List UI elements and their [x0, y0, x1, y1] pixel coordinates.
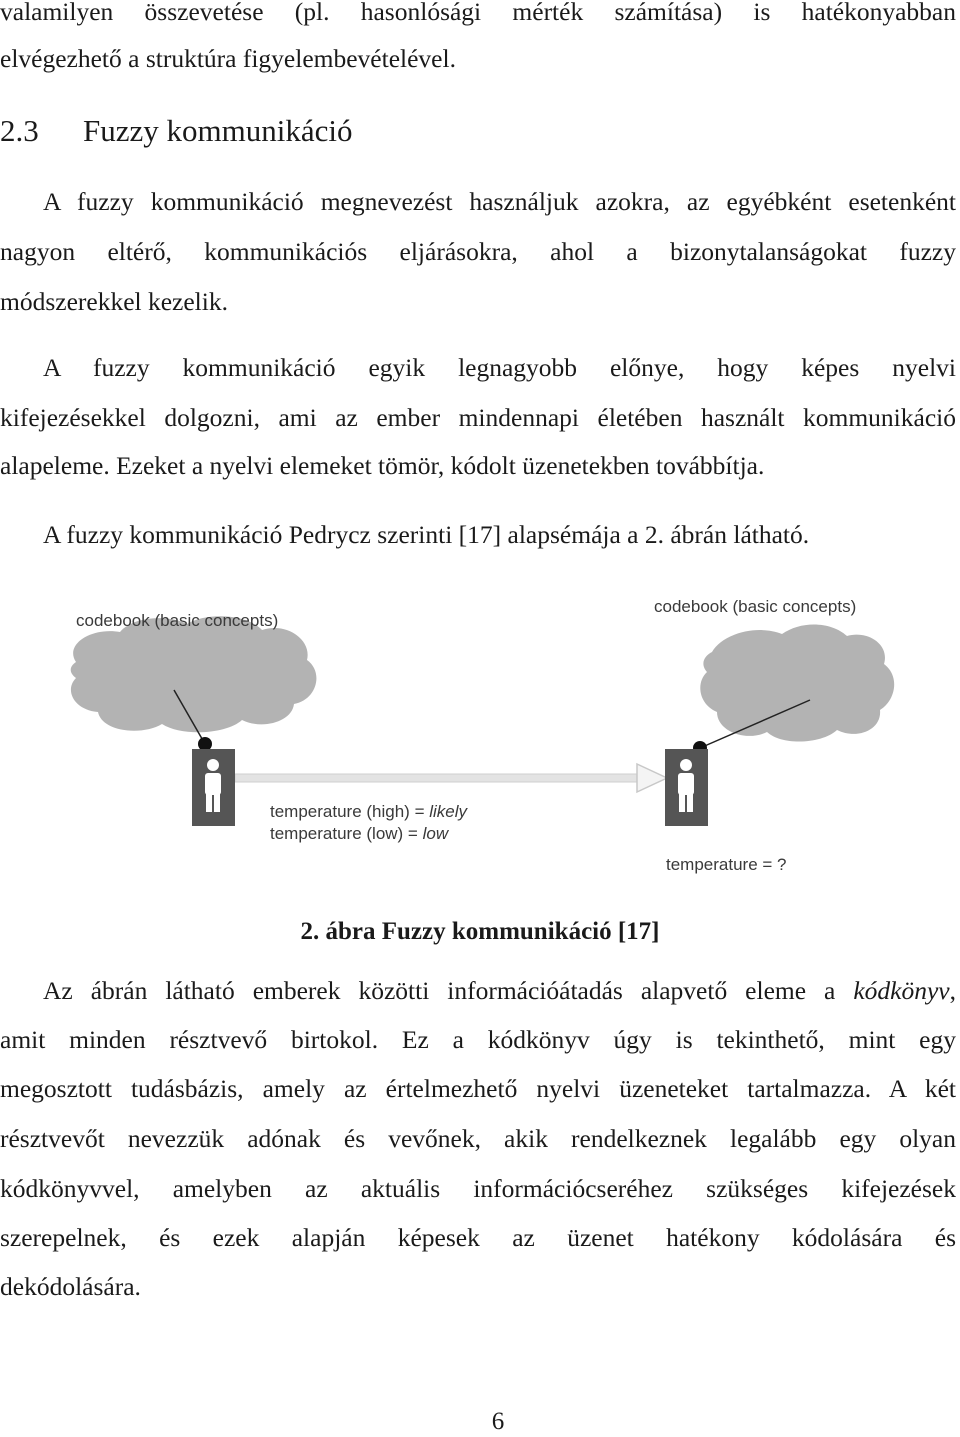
- figure-caption: 2. ábra Fuzzy kommunikáció [17]: [300, 918, 660, 945]
- message-1-text: temperature (high) =: [270, 802, 430, 821]
- sender-person-icon: [192, 749, 235, 826]
- receiver-person-icon: [665, 749, 708, 826]
- page-number: 6: [491, 1408, 505, 1435]
- paragraph-line: módszerekkel kezelik.: [0, 287, 228, 316]
- paragraph-line: alapeleme. Ezeket a nyelvi elemeket tömör, kódolt üzenetekben továbbítja.: [0, 451, 765, 480]
- paragraph-line: résztvevőt nevezzük adónak és vevőnek, akik rendelkeznek legalább egy olyan: [0, 1124, 956, 1153]
- paragraph-line: amit minden résztvevő birtokol. Ez a kódkönyv úgy is tekinthető, mint egy: [0, 1025, 956, 1054]
- p4-line1-comma: ,: [949, 976, 956, 1005]
- paragraph-line: kódkönyvvel, amelyben az aktuális információcseréhez szükséges kifejezések: [0, 1174, 956, 1203]
- person-body: [678, 773, 694, 795]
- person-right-leg: [687, 794, 693, 812]
- section-number: 2.3: [0, 113, 39, 148]
- section-heading: [0, 113, 352, 149]
- person-left-leg: [679, 794, 685, 812]
- receiver-query-label: temperature = ?: [666, 855, 787, 874]
- paragraph-line: kifejezésekkel dolgozni, ami az ember mindennapi életében használt kommunikáció: [0, 403, 956, 432]
- paragraph-line: [43, 976, 956, 1006]
- paragraph-line: A fuzzy kommunikáció megnevezést használjuk azokra, az egyébként esetenként: [43, 187, 956, 216]
- right-codebook-label: codebook (basic concepts): [654, 597, 857, 616]
- cloud-shape: [71, 616, 317, 732]
- fuzzy-communication-figure: [62, 592, 902, 892]
- message-arrow: [235, 764, 667, 792]
- text-line: elvégezhető a struktúra figyelembevételével.: [0, 44, 456, 73]
- message-line-2: [270, 824, 450, 843]
- message-2-value: low: [422, 824, 449, 843]
- person-body: [205, 773, 221, 795]
- p4-line1-text: Az ábrán látható emberek közötti információátadás alapvető eleme a: [43, 976, 854, 1005]
- paragraph-line: szerepelnek, és ezek alapján képesek az üzenet hatékony kódolására és: [0, 1223, 956, 1252]
- right-codebook-cloud: [700, 624, 894, 741]
- p4-emphasis-kodkonyv: kódkönyv: [853, 976, 950, 1005]
- cloud-shape: [700, 624, 894, 741]
- message-2-text: temperature (low) =: [270, 824, 423, 843]
- person-left-leg: [206, 794, 212, 812]
- text-line: valamilyen összevetése (pl. hasonlósági mérték számítása) is hatékonyabban: [0, 0, 956, 26]
- paragraph-line: A fuzzy kommunikáció egyik legnagyobb előnye, hogy képes nyelvi: [43, 353, 956, 382]
- arrow-shaft: [235, 774, 647, 782]
- left-connector-dot: [198, 737, 212, 751]
- paragraph-line: A fuzzy kommunikáció Pedrycz szerinti [17] alapsémája a 2. ábrán látható.: [43, 520, 810, 549]
- left-codebook-label: codebook (basic concepts): [76, 611, 279, 630]
- paragraph-line: dekódolására.: [0, 1272, 141, 1301]
- person-right-leg: [214, 794, 220, 812]
- person-head: [207, 759, 219, 771]
- message-1-value: likely: [429, 802, 468, 821]
- arrow-head: [637, 764, 667, 792]
- paragraph-line: nagyon eltérő, kommunikációs eljárásokra, ahol a bizonytalanságokat fuzzy: [0, 237, 956, 266]
- paragraph-line: megosztott tudásbázis, amely az értelmezhető nyelvi üzeneteket tartalmazza. A két: [0, 1074, 956, 1103]
- person-head: [680, 759, 692, 771]
- section-title: Fuzzy kommunikáció: [83, 113, 353, 148]
- left-codebook-cloud: [71, 616, 317, 732]
- message-line-1: [270, 802, 469, 821]
